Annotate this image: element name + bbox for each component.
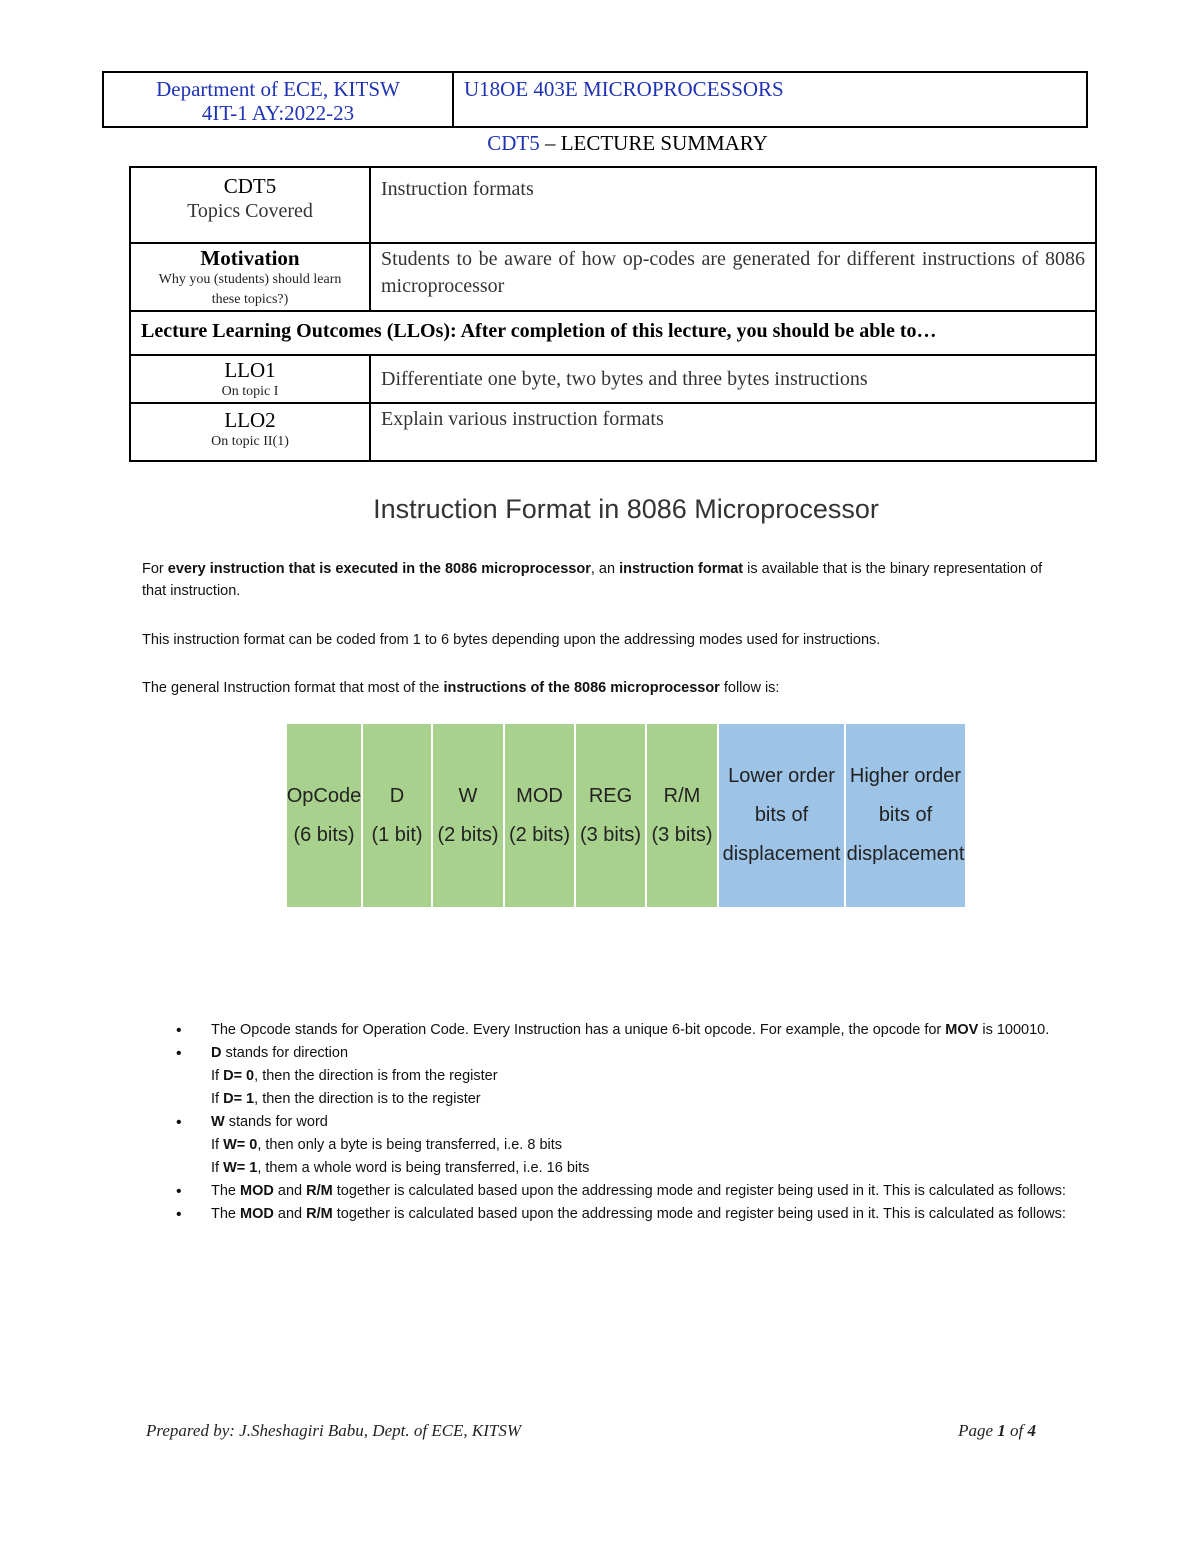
llo2-sub: On topic II(1)	[211, 434, 289, 449]
lecture-summary-table	[129, 166, 1097, 462]
lower-displacement-field: Lower order bits of displacement	[719, 724, 846, 907]
llo1-value: Differentiate one byte, two bytes and three bytes instructions	[370, 355, 1096, 403]
d-field: D (1 bit)	[363, 724, 433, 907]
motivation-label-cell	[130, 243, 370, 311]
byte-length-paragraph: This instruction format can be coded from 1 to 6 bytes depending upon the addressing modes used for instructions.	[142, 632, 881, 648]
list-item: • The MOD and R/M together is calculated based upon the addressing mode and register being used in it. This is calculated as follows:	[176, 1180, 1116, 1203]
cdt-code: CDT5	[487, 131, 540, 155]
course-title: U18OE 403E MICROPROCESSORS	[464, 77, 784, 101]
motivation-value: Students to be aware of how op-codes are generated for different instructions of 8086 microprocessor	[370, 243, 1096, 311]
section-title: Instruction Format in 8086 Microprocessor	[373, 494, 879, 524]
llo2-value: Explain various instruction formats	[370, 403, 1096, 461]
page-number: Page 1 of 4	[958, 1421, 1036, 1440]
higher-displacement-field: Higher order bits of displacement	[846, 724, 965, 907]
intro-paragraph	[142, 558, 1062, 602]
text-run: is available that is the binary representation of that instruction.	[142, 561, 1043, 599]
reg-field: REG (3 bits)	[576, 724, 647, 907]
list-item: • D stands for direction If D= 0, then the direction is from the register If D= 1, then the direction is to the register	[176, 1042, 1116, 1111]
w-field: W (2 bits)	[433, 724, 505, 907]
opcode-field: OpCode (6 bits)	[287, 724, 363, 907]
mod-field: MOD (2 bits)	[505, 724, 576, 907]
instruction-format-diagram	[287, 724, 965, 907]
llo-heading: Lecture Learning Outcomes (LLOs): After completion of this lecture, you should be able to…	[130, 311, 1096, 355]
cdt-label: CDT5	[223, 174, 277, 198]
topics-label-cell	[130, 167, 370, 243]
lecture-summary-label: – LECTURE SUMMARY	[539, 131, 768, 155]
text-run: The general Instruction format that most of the	[142, 680, 444, 696]
list-item: • The MOD and R/M together is calculated based upon the addressing mode and register being used in it. This is calculated as follows:	[176, 1203, 1116, 1226]
table-row	[130, 311, 1096, 355]
field-explanation-list	[176, 1019, 1116, 1226]
motivation-sub: Why you (students) should learn these topics?)	[158, 272, 342, 307]
table-row	[130, 243, 1096, 311]
header-box	[102, 71, 1088, 128]
text-run-bold: instructions of the 8086 microprocessor	[443, 680, 720, 696]
table-row	[130, 167, 1096, 243]
llo2-label: LLO2	[224, 408, 276, 432]
text-run: For	[142, 561, 168, 577]
list-item: • The Opcode stands for Operation Code. Every Instruction has a unique 6-bit opcode. For example, the opcode for MOV is 100010.	[176, 1019, 1116, 1042]
text-run-bold: every instruction that is executed in the 8086 microprocessor	[167, 561, 591, 577]
lecture-summary-title	[0, 131, 1200, 156]
general-format-paragraph	[142, 677, 1062, 699]
text-run-bold: instruction format	[619, 561, 744, 577]
text-run: , an	[590, 561, 620, 577]
llo2-label-cell	[130, 403, 370, 461]
department-cell	[104, 73, 454, 126]
table-row	[130, 403, 1096, 461]
table-row	[130, 355, 1096, 403]
llo1-label-cell	[130, 355, 370, 403]
text-run: follow is:	[719, 680, 780, 696]
topics-covered-label: Topics Covered	[187, 200, 313, 222]
llo1-label: LLO1	[224, 358, 276, 382]
prepared-by: Prepared by: J.Sheshagiri Babu, Dept. of ECE, KITSW	[146, 1421, 522, 1440]
list-item: • W stands for word If W= 0, then only a byte is being transferred, i.e. 8 bits If W= 1, them a whole word is being transferred, i.e. 16 bits	[176, 1111, 1116, 1180]
department-name: Department of ECE, KITSW	[156, 77, 400, 101]
rm-field: R/M (3 bits)	[647, 724, 719, 907]
academic-year: 4IT-1 AY:2022-23	[201, 101, 355, 125]
topics-value: Instruction formats	[370, 167, 1096, 243]
llo1-sub: On topic I	[221, 384, 279, 399]
page-footer	[146, 1421, 1036, 1441]
motivation-label: Motivation	[200, 246, 300, 270]
